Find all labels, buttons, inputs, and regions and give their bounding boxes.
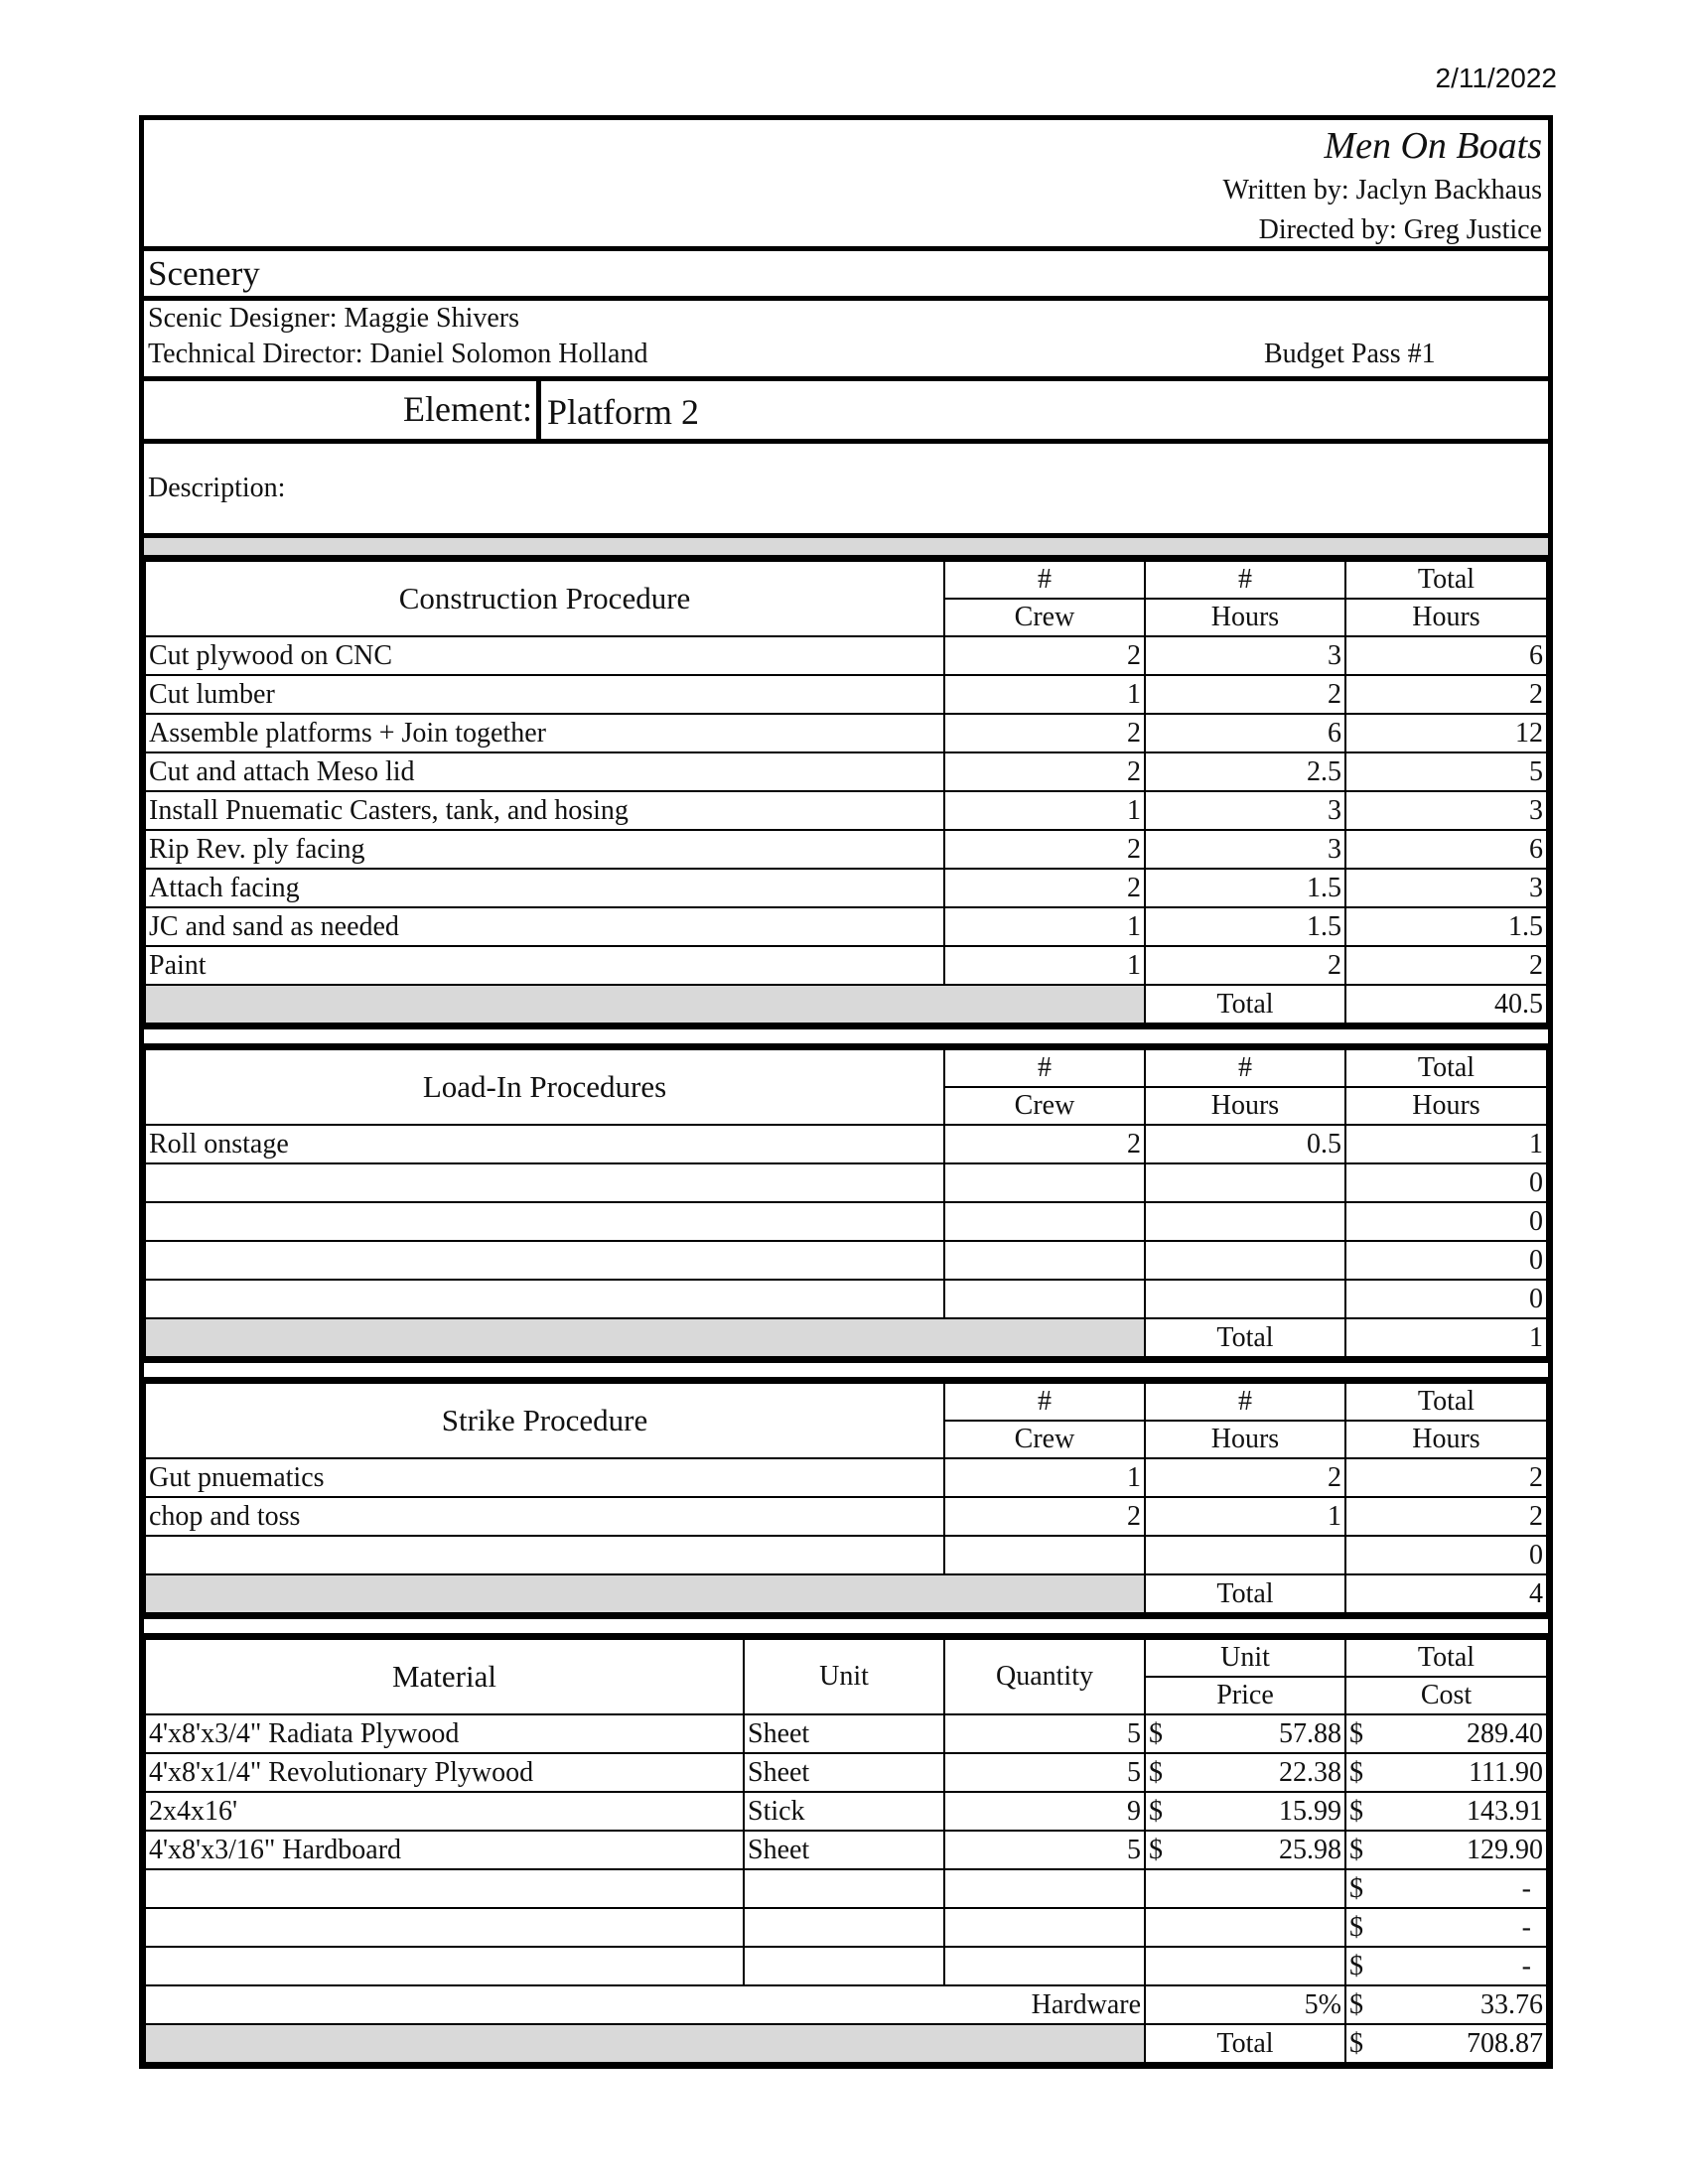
divider <box>139 533 1553 555</box>
cell-hours: 1.5 <box>1145 907 1345 946</box>
table-row <box>145 1536 1547 1574</box>
price-head: Price <box>1145 1677 1345 1714</box>
table-row <box>145 1202 1547 1241</box>
cell-task <box>145 1163 944 1202</box>
cell-quantity <box>944 1869 1145 1908</box>
cost-value: 129.90 <box>1467 1834 1543 1865</box>
cell-total: 6 <box>1345 830 1547 869</box>
cell-crew: 2 <box>944 1125 1145 1163</box>
cell-hours <box>1145 1163 1345 1202</box>
strike-title: Strike Procedure <box>145 1383 944 1458</box>
cell-task <box>145 1202 944 1241</box>
construction-total: 40.5 <box>1345 985 1547 1024</box>
price-value: 22.38 <box>1279 1756 1341 1788</box>
currency: $ <box>1149 1834 1163 1865</box>
scenic-designer: Scenic Designer: Maggie Shivers <box>148 303 520 334</box>
cost-wrap <box>1349 1757 1543 1789</box>
cell-total: 0 <box>1345 1163 1547 1202</box>
cell-quantity: 5 <box>944 1831 1145 1869</box>
cell-task: Rip Rev. ply facing <box>145 830 944 869</box>
total-label: Total <box>1145 1574 1345 1613</box>
strike-total: 4 <box>1345 1574 1547 1613</box>
price-wrap <box>1149 1796 1341 1828</box>
hours-head: Hours <box>1145 599 1345 636</box>
cell-material: 4'x8'x3/4" Radiata Plywood <box>145 1714 744 1753</box>
price-value: 57.88 <box>1279 1717 1341 1749</box>
price-wrap <box>1149 1835 1341 1866</box>
header <box>139 115 1553 246</box>
cost-value: 111.90 <box>1469 1756 1543 1788</box>
spacer <box>139 1358 1553 1377</box>
total-label: Total <box>1145 1318 1345 1357</box>
cell-crew <box>944 1163 1145 1202</box>
cell-hours <box>1145 1280 1345 1318</box>
cell-total: 12 <box>1345 714 1547 752</box>
crew-head: Crew <box>944 599 1145 636</box>
cell-total: 5 <box>1345 752 1547 791</box>
cell-total: 2 <box>1345 946 1547 985</box>
table-row <box>145 1280 1547 1318</box>
currency: $ <box>1349 1872 1363 1904</box>
cell-task: Paint <box>145 946 944 985</box>
cell-task: Assemble platforms + Join together <box>145 714 944 752</box>
cell-material <box>145 1869 744 1908</box>
cell-task <box>145 1241 944 1280</box>
cell-hours: 2 <box>1145 1458 1345 1497</box>
description: Description: <box>139 439 1553 533</box>
hours-head: Hours <box>1145 1421 1345 1458</box>
cell-quantity: 9 <box>944 1792 1145 1831</box>
cell-task: chop and toss <box>145 1497 944 1536</box>
hours-head: Hours <box>1145 1087 1345 1125</box>
table-row <box>145 1947 1547 1985</box>
cell-task: Gut pnuematics <box>145 1458 944 1497</box>
cell-crew <box>944 1536 1145 1574</box>
loadin-total: 1 <box>1345 1318 1547 1357</box>
cell-total-cost <box>1345 1869 1547 1908</box>
cell-crew: 1 <box>944 791 1145 830</box>
grey-fill <box>145 2024 1145 2063</box>
cell-task: Cut lumber <box>145 675 944 714</box>
show-title: Men On Boats <box>1324 125 1542 167</box>
unit-head: Unit <box>744 1639 944 1714</box>
directed-by: Directed by: Greg Justice <box>1258 214 1542 245</box>
cell-task: Cut and attach Meso lid <box>145 752 944 791</box>
cell-total: 6 <box>1345 636 1547 675</box>
cell-crew: 1 <box>944 946 1145 985</box>
price-value: 15.99 <box>1279 1795 1341 1827</box>
total-label: Total <box>1145 985 1345 1024</box>
cell-unit <box>744 1947 944 1985</box>
unit-price-head: Unit <box>1145 1639 1345 1677</box>
strike-table <box>144 1382 1548 1614</box>
table-row <box>145 1792 1547 1831</box>
budget-sheet <box>139 115 1553 2069</box>
cell-crew <box>944 1202 1145 1241</box>
cell-hours: 3 <box>1145 791 1345 830</box>
cell-material <box>145 1947 744 1985</box>
table-row <box>145 1753 1547 1792</box>
cell-total-cost <box>1345 1792 1547 1831</box>
cell-total-cost <box>1345 1831 1547 1869</box>
table-row <box>145 1458 1547 1497</box>
cell-crew <box>944 1241 1145 1280</box>
cell-unit: Sheet <box>744 1831 944 1869</box>
cell-hours: 2 <box>1145 946 1345 985</box>
table-row <box>145 1497 1547 1536</box>
table-row <box>145 1241 1547 1280</box>
section-title: Scenery <box>139 246 1553 296</box>
table-row <box>145 752 1547 791</box>
staff-info <box>139 296 1553 376</box>
quantity-head: Quantity <box>944 1639 1145 1714</box>
cell-total: 0 <box>1345 1536 1547 1574</box>
loadin-section <box>139 1043 1553 1358</box>
cell-unit-price <box>1145 1792 1345 1831</box>
table-row <box>145 1908 1547 1947</box>
cell-crew: 2 <box>944 830 1145 869</box>
cell-hours: 6 <box>1145 714 1345 752</box>
total-head: Total <box>1345 1383 1547 1421</box>
cell-hours: 1 <box>1145 1497 1345 1536</box>
cost-value: - <box>1521 1911 1531 1943</box>
cell-total: 2 <box>1345 675 1547 714</box>
cost-wrap <box>1349 1718 1543 1750</box>
cell-task: Roll onstage <box>145 1125 944 1163</box>
grey-fill <box>145 1574 1145 1613</box>
cell-material: 2x4x16' <box>145 1792 744 1831</box>
technical-director: Technical Director: Daniel Solomon Holland <box>148 339 648 369</box>
total-head: Total <box>1345 561 1547 599</box>
table-row <box>145 675 1547 714</box>
cell-hours <box>1145 1202 1345 1241</box>
total-head: Total <box>1345 1049 1547 1087</box>
construction-table <box>144 560 1548 1024</box>
cell-unit-price <box>1145 1908 1345 1947</box>
cost-value: 289.40 <box>1467 1717 1543 1749</box>
cost-value: 143.91 <box>1467 1795 1543 1827</box>
cell-total-cost <box>1345 1947 1547 1985</box>
spacer <box>139 1024 1553 1043</box>
cell-unit-price <box>1145 1714 1345 1753</box>
table-row <box>145 1869 1547 1908</box>
cell-quantity: 5 <box>944 1753 1145 1792</box>
table-row <box>145 714 1547 752</box>
spacer <box>139 1614 1553 1633</box>
cell-hours: 3 <box>1145 830 1345 869</box>
cell-hours <box>1145 1241 1345 1280</box>
cell-total: 0 <box>1345 1280 1547 1318</box>
crew-hash: # <box>944 561 1145 599</box>
cell-quantity <box>944 1947 1145 1985</box>
table-row <box>145 1163 1547 1202</box>
cell-unit: Stick <box>744 1792 944 1831</box>
crew-head: Crew <box>944 1087 1145 1125</box>
cell-crew: 2 <box>944 714 1145 752</box>
currency: $ <box>1349 1756 1363 1788</box>
table-row <box>145 830 1547 869</box>
cell-crew: 2 <box>944 869 1145 907</box>
cell-total: 2 <box>1345 1497 1547 1536</box>
total-hours-head: Hours <box>1345 1087 1547 1125</box>
cell-material: 4'x8'x1/4" Revolutionary Plywood <box>145 1753 744 1792</box>
total-hours-head: Hours <box>1345 1421 1547 1458</box>
cell-total: 1.5 <box>1345 907 1547 946</box>
total-hours-head: Hours <box>1345 599 1547 636</box>
cost-wrap <box>1349 1912 1543 1944</box>
cell-unit-price <box>1145 1753 1345 1792</box>
cell-material <box>145 1908 744 1947</box>
construction-section <box>139 555 1553 1024</box>
hours-hash: # <box>1145 1383 1345 1421</box>
cell-crew: 1 <box>944 675 1145 714</box>
price-wrap <box>1149 1757 1341 1789</box>
materials-table <box>144 1638 1548 2064</box>
cell-unit-price <box>1145 1947 1345 1985</box>
cell-hours: 2 <box>1145 675 1345 714</box>
cell-total: 0 <box>1345 1241 1547 1280</box>
cell-total-cost <box>1345 1714 1547 1753</box>
budget-pass: Budget Pass #1 <box>1264 339 1436 369</box>
currency: $ <box>1349 1834 1363 1865</box>
cell-total-cost <box>1345 1753 1547 1792</box>
hours-hash: # <box>1145 1049 1345 1087</box>
crew-hash: # <box>944 1049 1145 1087</box>
hardware-label: Hardware <box>145 1985 1145 2024</box>
cell-crew: 2 <box>944 1497 1145 1536</box>
element-row <box>139 376 1553 439</box>
currency: $ <box>1349 1795 1363 1827</box>
table-row <box>145 946 1547 985</box>
table-row <box>145 1714 1547 1753</box>
date: 2/11/2022 <box>1435 63 1557 93</box>
cost-head: Cost <box>1345 1677 1547 1714</box>
cell-unit: Sheet <box>744 1714 944 1753</box>
cell-total: 2 <box>1345 1458 1547 1497</box>
cost-wrap <box>1349 1951 1543 1982</box>
cell-quantity: 5 <box>944 1714 1145 1753</box>
grey-fill <box>145 1318 1145 1357</box>
cost-value: - <box>1521 1950 1531 1981</box>
cell-material: 4'x8'x3/16" Hardboard <box>145 1831 744 1869</box>
cost-value: - <box>1521 1872 1531 1904</box>
cell-task: Attach facing <box>145 869 944 907</box>
table-row <box>145 791 1547 830</box>
hardware-pct: 5% <box>1145 1985 1345 2024</box>
cell-unit <box>744 1908 944 1947</box>
table-row <box>145 869 1547 907</box>
loadin-title: Load-In Procedures <box>145 1049 944 1125</box>
cell-task <box>145 1536 944 1574</box>
cell-hours: 1.5 <box>1145 869 1345 907</box>
price-value: 25.98 <box>1279 1834 1341 1865</box>
total-cost-head: Total <box>1345 1639 1547 1677</box>
currency: $ <box>1349 2027 1363 2059</box>
cell-unit-price <box>1145 1831 1345 1869</box>
hours-hash: # <box>1145 561 1345 599</box>
cell-task: Install Pnuematic Casters, tank, and hosing <box>145 791 944 830</box>
material-head: Material <box>145 1639 744 1714</box>
cell-crew: 1 <box>944 907 1145 946</box>
table-row <box>145 907 1547 946</box>
materials-total-cost: 708.87 <box>1467 2027 1543 2059</box>
cell-hours: 2.5 <box>1145 752 1345 791</box>
currency: $ <box>1149 1795 1163 1827</box>
cost-wrap <box>1349 1873 1543 1905</box>
crew-hash: # <box>944 1383 1145 1421</box>
currency: $ <box>1349 1717 1363 1749</box>
loadin-table <box>144 1048 1548 1358</box>
table-row <box>145 1831 1547 1869</box>
currency: $ <box>1349 1950 1363 1981</box>
cell-hours <box>1145 1536 1345 1574</box>
currency: $ <box>1349 1911 1363 1943</box>
element-value: Platform 2 <box>547 392 699 432</box>
strike-section <box>139 1377 1553 1614</box>
cell-hours: 3 <box>1145 636 1345 675</box>
grey-fill <box>145 985 1145 1024</box>
cell-unit <box>744 1869 944 1908</box>
written-by: Written by: Jaclyn Backhaus <box>1222 175 1542 205</box>
table-row <box>145 636 1547 675</box>
cell-hours: 0.5 <box>1145 1125 1345 1163</box>
materials-section <box>139 1633 1553 2069</box>
cell-unit-price <box>1145 1869 1345 1908</box>
construction-title: Construction Procedure <box>145 561 944 636</box>
currency: $ <box>1149 1717 1163 1749</box>
cell-crew: 1 <box>944 1458 1145 1497</box>
cell-crew: 2 <box>944 636 1145 675</box>
cell-task <box>145 1280 944 1318</box>
cell-total: 0 <box>1345 1202 1547 1241</box>
currency: $ <box>1149 1756 1163 1788</box>
currency: $ <box>1349 1988 1363 2020</box>
cell-unit: Sheet <box>744 1753 944 1792</box>
cell-total: 1 <box>1345 1125 1547 1163</box>
cell-quantity <box>944 1908 1145 1947</box>
element-label: Element: <box>144 381 541 439</box>
price-wrap <box>1149 1718 1341 1750</box>
total-label: Total <box>1145 2024 1345 2063</box>
cell-total-cost <box>1345 1908 1547 1947</box>
cost-wrap <box>1349 1835 1543 1866</box>
crew-head: Crew <box>944 1421 1145 1458</box>
hardware-cost: 33.76 <box>1480 1988 1543 2020</box>
cell-crew: 2 <box>944 752 1145 791</box>
cell-total: 3 <box>1345 791 1547 830</box>
cell-task: Cut plywood on CNC <box>145 636 944 675</box>
cell-crew <box>944 1280 1145 1318</box>
cost-wrap <box>1349 1796 1543 1828</box>
table-row <box>145 1125 1547 1163</box>
cell-task: JC and sand as needed <box>145 907 944 946</box>
cell-total: 3 <box>1345 869 1547 907</box>
